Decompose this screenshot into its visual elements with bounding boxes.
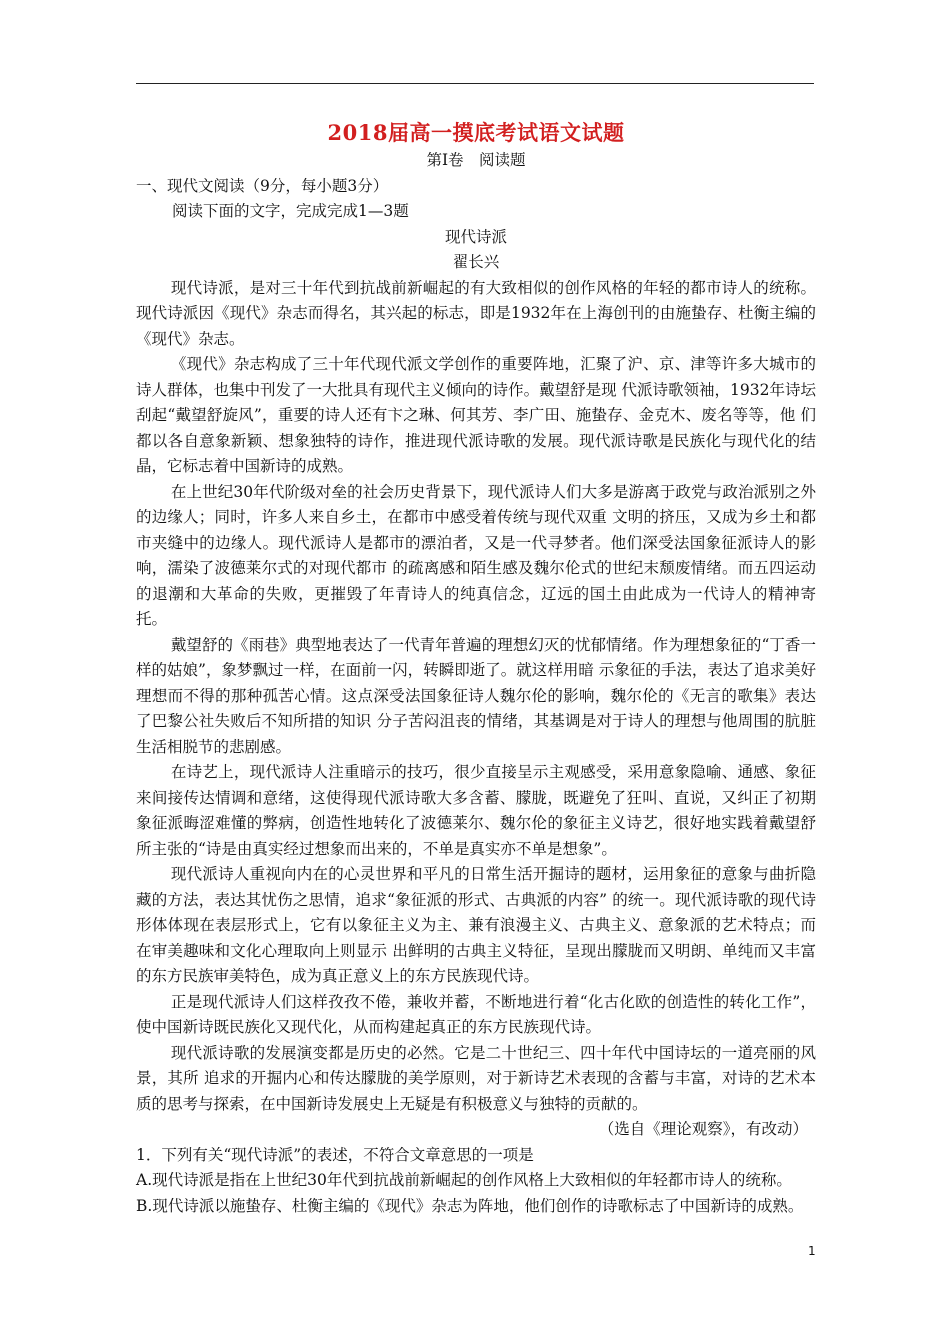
article-paragraph: 现代诗派，是对三十年代到抗战前新崛起的有大致相似的创作风格的年轻的都市诗人的统称。现代诗派因《现代》杂志而得名，其兴起的标志，即是1932年在上海创刊的由施蛰存、杜衡主编的《现代》杂志。 xyxy=(136,278,816,348)
article-paragraph: 现代派诗人重视向内在的心灵世界和平凡的日常生活开掘诗的题材，运用象征的意象与曲折隐藏的方法，表达其忧伤之思情，追求“象征派的形式、古典派的内容” 的统一。现代派诗歌的现代诗形体体现在表层形式上，它有以象征主义为主、兼有浪漫主义、古典主义、意象派的艺术特点；而在审美趣味和文化心理取向上则显示 出鲜明的古典主义特征，呈现出朦胧而又明朗、单纯而又丰富的东方民族审美特色，成为真正意义上的东方民族现代诗。 xyxy=(136,865,816,985)
exam-title: 2018届高一摸底考试语文试题 xyxy=(327,120,625,145)
page-number: 1 xyxy=(808,1244,816,1258)
option-b: B.现代诗派以施蛰存、杜衡主编的《现代》杂志为阵地，他们创作的诗歌标志了中国新诗的成熟。 xyxy=(136,1196,804,1215)
header-rule xyxy=(136,83,814,84)
article-paragraph: 《现代》杂志构成了三十年代现代派文学创作的重要阵地，汇聚了沪、京、津等许多大城市的诗人群体，也集中刊发了一大批具有现代主义倾向的诗作。戴望舒是现 代派诗歌领袖，1932年诗坛刮起“戴望舒旋风”，重要的诗人还有卞之琳、何其芳、李广田、施蛰存、金克木、废名等等，他 们都以各自意象新颖、想象独特的诗作，推进现代派诗歌的发展。现代派诗歌是民族化与现代化的结晶，它标志着中国新诗的成熟。 xyxy=(136,355,816,475)
question-stem: 1．下列有关“现代诗派”的表述，不符合文章意思的一项是 xyxy=(136,1145,534,1164)
section-heading: 一、现代文阅读（9分，每小题3分） xyxy=(136,176,389,195)
article-title: 现代诗派 xyxy=(444,227,507,246)
article-paragraph: 现代派诗歌的发展演变都是历史的必然。它是二十世纪三、四十年代中国诗坛的一道亮丽的风景，其所 追求的开掘内心和传达朦胧的美学原则，对于新诗艺术表现的含蓄与丰富，对诗的艺术本质的思考与探索，在中国新诗发展史上无疑是有积极意义与独特的贡献的。 xyxy=(136,1043,816,1113)
section-instruction: 阅读下面的文字，完成完成1—3题 xyxy=(172,202,409,220)
article-paragraph: 戴望舒的《雨巷》典型地表达了一代青年普遍的理想幻灭的忧郁情绪。作为理想象征的“丁香一样的姑娘”，象梦飘过一样，在面前一闪，转瞬即逝了。就这样用暗 示象征的手法，表达了追求美好理想而不得的那种孤苦心情。这点深受法国象征诗人魏尔伦的影响，魏尔伦的《无言的歌集》表达了巴黎公社失败后不知所措的知识 分子苦闷沮丧的情绪，其基调是对于诗人的理想与他周围的肮脏生活相脱节的悲剧感。 xyxy=(136,635,816,756)
article-paragraph: 在诗艺上，现代派诗人注重暗示的技巧，很少直接呈示主观感受，采用意象隐喻、通感、象征来间接传达情调和意绪，这使得现代派诗歌大多含蓄、朦胧，既避免了狂叫、直说，又纠正了初期象征派晦涩难懂的弊病，创造性地转化了波德莱尔、魏尔伦的象征主义诗艺，很好地实践着戴望舒所主张的“诗是由真实经过想象而出来的，不单是真实亦不单是想象”。 xyxy=(136,763,816,858)
article-paragraph: 正是现代派诗人们这样孜孜不倦，兼收并蓄，不断地进行着“化古化欧的创造性的转化工作”，使中国新诗既民族化又现代化，从而构建起真正的东方民族现代诗。 xyxy=(136,992,816,1036)
option-a: A.现代诗派是指在上世纪30年代到抗战前新崛起的创作风格上大致相似的年轻都市诗人的统称。 xyxy=(136,1171,792,1189)
article-source: （选自《理论观察》，有改动） xyxy=(598,1120,808,1138)
volume-heading: 第Ⅰ卷 阅读题 xyxy=(426,151,526,169)
article-paragraph: 在上世纪30年代阶级对垒的社会历史背景下，现代派诗人们大多是游离于政党与政治派别之外的边缘人；同时，许多人来自乡土，在都市中感受着传统与现代双重 文明的挤压，又成为乡土和都市夹缝中的边缘人。现代派诗人是都市的漂泊者，又是一代寻梦者。他们深受法国象征派诗人的影响，濡染了波德莱尔式的对现代都市 的疏离感和陌生感及魏尔伦式的世纪末颓废情绪。而五四运动的退潮和大革命的失败，更摧毁了年青诗人的纯真信念，辽远的国土由此成为一代诗人的精神寄托。 xyxy=(136,482,816,628)
document-body xyxy=(136,118,816,1219)
article-author: 翟长兴 xyxy=(452,253,500,271)
